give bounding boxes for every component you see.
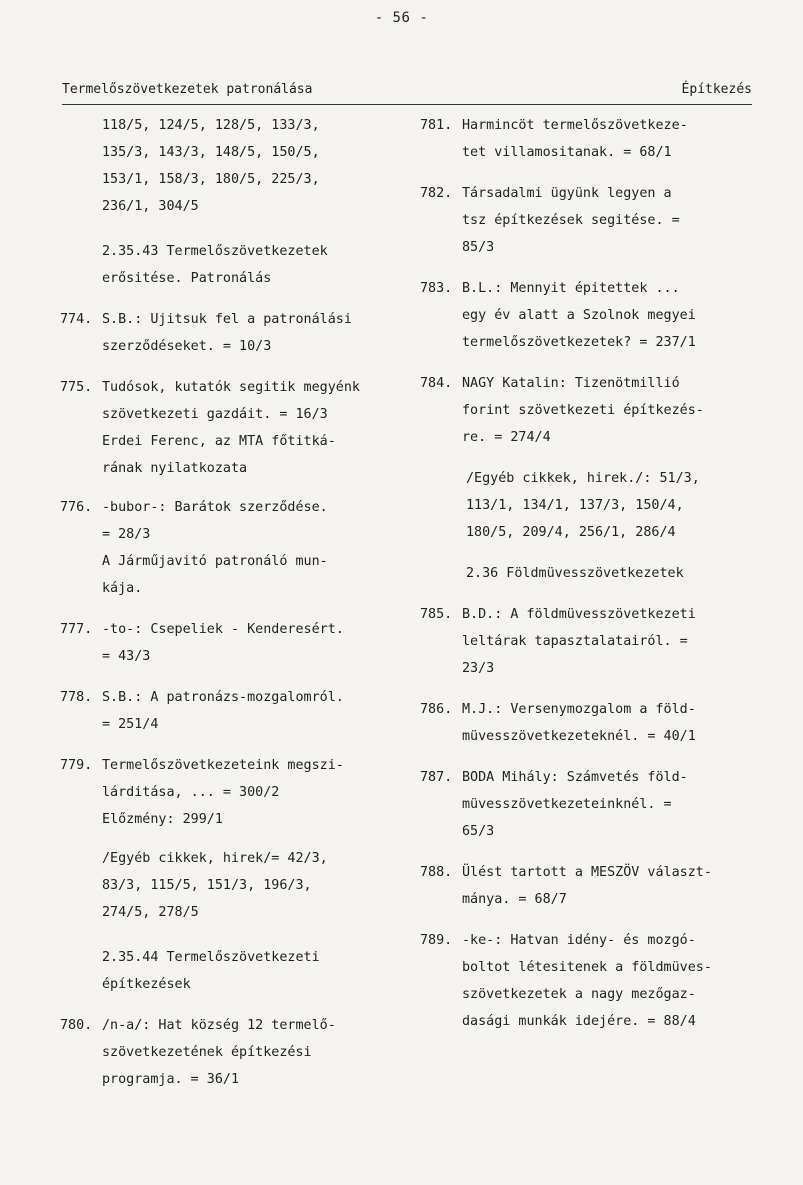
running-head-right: Építkezés <box>681 82 752 97</box>
section-heading-2-35-43: 2.35.43 Termelőszövetkezetek erősitése. Patronálás <box>102 244 328 286</box>
section-heading-2-36: 2.36 Földmüvesszövetkezetek <box>466 566 684 581</box>
entry-text: Társadalmi ügyünk legyen a tsz építkezések segitése. = 85/3 <box>462 186 680 255</box>
entry-number: 787. <box>420 770 453 785</box>
entry-781 <box>420 112 760 166</box>
entry-783 <box>420 275 760 356</box>
entry-779 <box>60 752 410 806</box>
entry-number: 781. <box>420 118 453 133</box>
entry-text: S.B.: Ujitsuk fel a patronálási szerződéseket. = 10/3 <box>102 312 352 354</box>
left-column <box>60 112 410 1093</box>
right-column <box>420 112 760 1035</box>
entry-text: B.L.: Mennyit épitettek ... egy év alatt a Szolnok megyei termelőszövetkezetek? = 237/1 <box>462 281 696 350</box>
entry-text: -ke-: Hatvan idény- és mozgó- boltot létesitenek a földmüves- szövetkezetek a nagy mezőgaz- dasági munkák idejére. = 88/4 <box>462 933 712 1029</box>
entry-text: NAGY Katalin: Tizenötmillió forint szövetkezeti építkezés- re. = 274/4 <box>462 376 704 445</box>
entry-number: 774. <box>60 312 93 327</box>
entry-text: -to-: Csepeliek - Kenderesért. = 43/3 <box>102 622 344 664</box>
entry-text: /n-a/: Hat község 12 termelő- szövetkezetének építkezési programja. = 36/1 <box>102 1018 336 1087</box>
entry-787 <box>420 764 760 845</box>
entry-788 <box>420 859 760 913</box>
other-articles-list: /Egyéb cikkek, hirek./: 51/3, 113/1, 134/1, 137/3, 150/4, 180/5, 209/4, 256/1, 286/4 <box>466 471 700 540</box>
section-heading-2-35-44: 2.35.44 Termelőszövetkezeti építkezések <box>102 950 320 992</box>
entry-786 <box>420 696 760 750</box>
entry-number: 779. <box>60 758 93 773</box>
entry-number: 784. <box>420 376 453 391</box>
entry-text: Tudósok, kutatók segitik megyénk szövetkezeti gazdáit. = 16/3 <box>102 380 360 422</box>
entry-number: 780. <box>60 1018 93 1033</box>
entry-text: Harmincöt termelőszövetkeze- tet villamositanak. = 68/1 <box>462 118 688 160</box>
entry-text: B.D.: A földmüvesszövetkezeti leltárak tapasztalatairól. = 23/3 <box>462 607 696 676</box>
entry-text: -bubor-: Barátok szerződése. = 28/3 <box>102 500 328 542</box>
entry-text: Ülést tartott a MESZÖV választ- mánya. = 68/7 <box>462 865 712 907</box>
page-number: - 56 - <box>374 10 429 26</box>
entry-text: M.J.: Versenymozgalom a föld- müvesszövetkezeteknél. = 40/1 <box>462 702 696 744</box>
entry-note: Előzmény: 299/1 <box>102 812 223 827</box>
entry-number: 785. <box>420 607 453 622</box>
entry-text: S.B.: A patronázs-mozgalomról. = 251/4 <box>102 690 344 732</box>
running-head-left: Termelőszövetkezetek patronálása <box>62 82 313 97</box>
entry-number: 789. <box>420 933 453 948</box>
entry-780 <box>60 1012 410 1093</box>
entry-774 <box>60 306 410 360</box>
entry-775 <box>60 374 410 428</box>
continuation-references: 118/5, 124/5, 128/5, 133/3, 135/3, 143/3, 148/5, 150/5, 153/1, 158/3, 180/5, 225/3, 236/1, 304/5 <box>102 118 320 214</box>
entry-number: 786. <box>420 702 453 717</box>
entry-number: 777. <box>60 622 93 637</box>
entry-number: 778. <box>60 690 93 705</box>
entry-777 <box>60 616 410 670</box>
entry-number: 783. <box>420 281 453 296</box>
entry-number: 776. <box>60 500 93 515</box>
header-rule <box>62 104 752 105</box>
entry-778 <box>60 684 410 738</box>
entry-782 <box>420 180 760 261</box>
entry-784 <box>420 370 760 451</box>
entry-text: Termelőszövetkezeteink megszi- lárditása, ... = 300/2 <box>102 758 344 800</box>
entry-number: 782. <box>420 186 453 201</box>
entry-785 <box>420 601 760 682</box>
entry-text: BODA Mihály: Számvetés föld- müvesszövetkezeteinknél. = 65/3 <box>462 770 688 839</box>
other-articles-list: /Egyéb cikkek, hirek/= 42/3, 83/3, 115/5, 151/3, 196/3, 274/5, 278/5 <box>102 851 328 920</box>
entry-789 <box>420 927 760 1035</box>
entry-776 <box>60 494 410 548</box>
entry-note: Erdei Ferenc, az MTA főtitká- rának nyilatkozata <box>102 434 336 476</box>
entry-number: 788. <box>420 865 453 880</box>
entry-note: A Járműjavitó patronáló mun- kája. <box>102 554 328 596</box>
entry-number: 775. <box>60 380 93 395</box>
